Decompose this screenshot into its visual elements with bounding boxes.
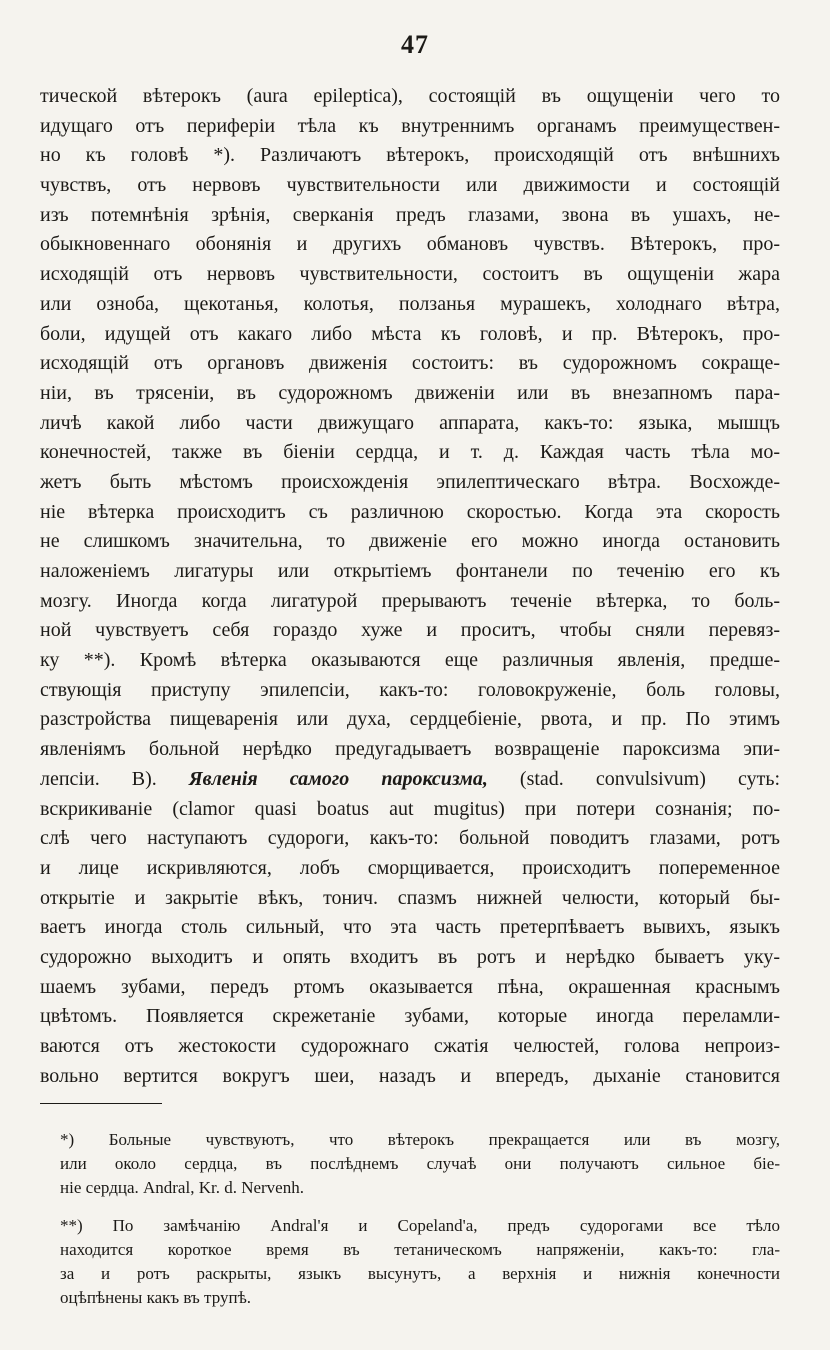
text-line: исходящій отъ нервовъ чувствительности, состоитъ въ ощущеніи жара (40, 263, 780, 286)
text-line: но къ головѣ *). Различаютъ вѣтерокъ, происходящій отъ внѣшнихъ (40, 144, 780, 167)
footnote-2-line: оцѣпѣнены какъ въ трупѣ. (60, 1288, 252, 1307)
section-heading-italic: Явленія самого пароксизма, (188, 767, 488, 790)
text-line: тической вѣтерокъ (aura epileptica), состоящій въ ощущеніи чего то (40, 85, 780, 107)
text-line: обыкновеннаго обонянія и другихъ обмановъ чувствъ. Вѣтерокъ, про- (40, 233, 780, 256)
text-line: ваются отъ жестокости судорожнаго сжатія челюстей, голова непроиз- (40, 1035, 780, 1057)
text-line: открытіе и закрытіе вѣкъ, тонич. спазмъ нижней челюсти, который бы- (40, 886, 780, 909)
text-fragment: (stad. convulsivum) суть: (487, 767, 780, 790)
footnotes (60, 1128, 780, 1310)
text-fragment: лепсіи. B). (40, 767, 157, 790)
text-line: вольно вертится вокругъ шеи, назадъ и впередъ, дыханіе становится (40, 1064, 780, 1087)
text-line: исходящій отъ органовъ движенія состоитъ: въ судорожномъ сокраще- (40, 352, 780, 375)
main-text (40, 82, 780, 1091)
text-line: вскрикиваніе (clamor quasi boatus aut mugitus) при потери сознанія; по- (40, 797, 780, 820)
text-line: шаемъ зубами, передъ ртомъ оказывается пѣна, окрашенная краснымъ (40, 975, 780, 998)
text-line: жетъ быть мѣстомъ происхожденія эпилептическаго вѣтра. Восхожде- (40, 470, 780, 493)
text-line: и лице искривляются, лобъ сморщивается, происходитъ попеременное (40, 856, 780, 879)
text-line: боли, идущей отъ какаго либо мѣста къ головѣ, и пр. Вѣтерокъ, про- (40, 322, 780, 345)
text-line: идущаго отъ периферіи тѣла къ внутреннимъ органамъ преимуществен- (40, 114, 780, 137)
text-line: ной чувствуетъ себя гораздо хуже и проситъ, чтобы сняли перевяз- (40, 619, 780, 642)
text-line: ніе вѣтерка происходитъ съ различною скоростью. Когда эта скорость (40, 500, 780, 523)
footnote-1-line: ніе сердца. Andral, Kr. d. Nervenh. (60, 1178, 304, 1197)
text-line: личѣ какой либо части движущаго аппарата, какъ-то: языка, мышцъ (40, 411, 780, 434)
text-line: ствующія приступу эпилепсіи, какъ-то: головокруженіе, боль головы, (40, 678, 780, 701)
text-line: мозгу. Иногда когда лигатурой прерываютъ теченіе вѣтерка, то боль- (40, 589, 780, 612)
text-line: явленіямъ больной нерѣдко предугадываетъ возвращеніе пароксизма эпи- (40, 738, 780, 761)
footnote-2-line: находится короткое время въ тетаническомъ напряженіи, какъ-то: гла- (60, 1240, 780, 1259)
text-line: или озноба, щекотанья, колотья, ползанья мурашекъ, холоднаго вѣтра, (40, 292, 780, 315)
footnote-divider (40, 1103, 162, 1104)
text-line: цвѣтомъ. Появляется скрежетаніе зубами, которые иногда переламли- (40, 1005, 780, 1028)
text-line: ваетъ иногда столь сильный, что эта часть претерпѣваетъ вывихъ, языкъ (40, 916, 780, 939)
footnote-1-line: или около сердца, въ послѣднемъ случаѣ они получаютъ сильное біе- (60, 1154, 780, 1173)
text-line: наложеніемъ лигатуры или открытіемъ фонтанели по теченію его къ (40, 560, 780, 582)
text-line: изъ потемнѣнія зрѣнія, сверканія предъ глазами, звона въ ушахъ, не- (40, 203, 780, 226)
text-line: не слишкомъ значительна, то движеніе его можно иногда остановить (40, 530, 780, 553)
footnote-1-line: *) Больные чувствуютъ, что вѣтерокъ прекращается или въ мозгу, (60, 1130, 780, 1149)
text-line: ніи, въ трясеніи, въ судорожномъ движеніи или въ внезапномъ пара- (40, 381, 780, 404)
text-line: разстройства пищеваренія или духа, сердцебіеніе, рвота, и пр. По этимъ (40, 708, 780, 731)
text-line: чувствъ, отъ нервовъ чувствительности или движимости и состоящій (40, 174, 780, 197)
footnote-2-line: за и ротъ раскрыты, языкъ высунутъ, а верхнія и нижнія конечности (60, 1264, 780, 1283)
text-line: судорожно выходитъ и опять входитъ въ ротъ и нерѣдко бываетъ уку- (40, 945, 780, 968)
text-line: слѣ чего наступаютъ судороги, какъ-то: больной поводитъ глазами, ротъ (40, 827, 780, 850)
page-number: 47 (401, 30, 429, 59)
text-line-mixed (40, 765, 780, 795)
footnote-2-line: **) По замѣчанію Andral'я и Copeland'а, предъ судорогами все тѣло (60, 1216, 780, 1235)
text-line: ку **). Кромѣ вѣтерка оказываются еще различныя явленія, предше- (40, 649, 780, 672)
text-line: конечностей, также въ біеніи сердца, и т. д. Каждая часть тѣла мо- (40, 441, 780, 464)
